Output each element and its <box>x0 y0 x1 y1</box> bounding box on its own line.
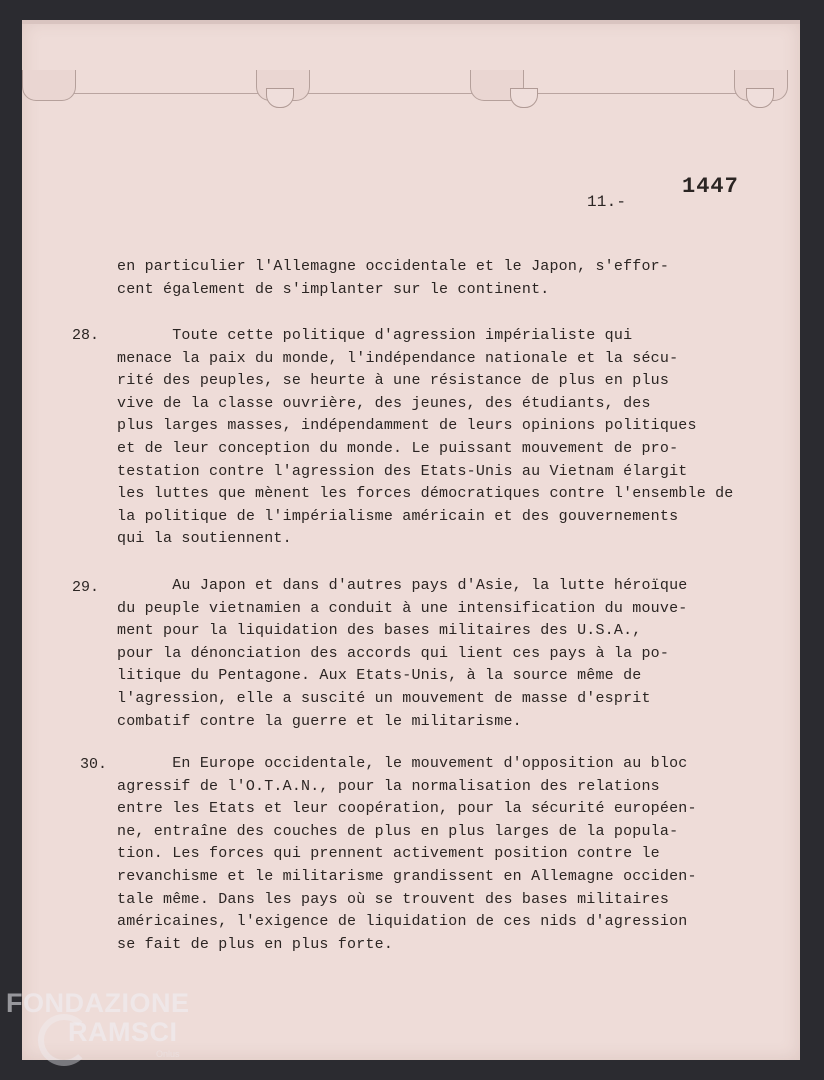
text-line: ment pour la liquidation des bases militaires des U.S.A., <box>117 622 642 640</box>
text-line: du peuple vietnamien a conduit à une intensification du mouve- <box>117 599 688 617</box>
text-line: plus larges masses, indépendamment de leurs opinions politiques <box>117 417 697 435</box>
text-line: rité des peuples, se heurte à une résistance de plus en plus <box>117 372 670 390</box>
text-line: l'agression, elle a suscité un mouvement de masse d'esprit <box>117 689 651 707</box>
page-number: 11.- <box>587 193 627 211</box>
perforation-line <box>70 93 770 94</box>
text-line: testation contre l'agression des Etats-Unis au Vietnam élargit <box>117 462 688 480</box>
text-line: En Europe occidentale, le mouvement d'opposition au bloc <box>117 755 688 772</box>
watermark-line1: FONDAZIONE <box>6 988 190 1018</box>
text-line: et de leur conception du monde. Le puissant mouvement de pro- <box>117 439 679 457</box>
paragraph-28 <box>117 325 757 551</box>
text-line: se fait de plus en plus forte. <box>117 935 394 953</box>
text-line: revanchisme et le militarisme grandissent en Allemagne occiden- <box>117 867 697 885</box>
text-line: qui la soutiennent. <box>117 530 292 548</box>
paragraph-number: 29. <box>72 579 100 596</box>
binder-tab <box>22 70 76 101</box>
text-line: tale même. Dans les pays où se trouvent des bases militaires <box>117 890 670 908</box>
text-line: cent également de s'implanter sur le continent. <box>117 280 550 298</box>
intro-paragraph <box>117 256 757 301</box>
text-line: américaines, l'exigence de liquidation de ces nids d'agression <box>117 913 688 931</box>
text-line: les luttes que mènent les forces démocratiques contre l'ensemble de <box>117 485 734 503</box>
text-line: en particulier l'Allemagne occidentale et le Japon, s'effor- <box>117 258 670 275</box>
fondazione-gramsci-watermark <box>6 988 190 1059</box>
text-line: entre les Etats et leur coopération, pour la sécurité européen- <box>117 800 697 818</box>
paragraph-29 <box>117 575 757 733</box>
text-line: Toute cette politique d'agression impérialiste qui <box>117 327 633 344</box>
text-line: tion. Les forces qui prennent activement position contre le <box>117 845 660 863</box>
paragraph-30 <box>117 753 757 956</box>
text-line: combatif contre la guerre et le militarisme. <box>117 712 522 730</box>
paragraph-number: 28. <box>72 327 100 344</box>
text-line: ne, entraîne des couches de plus en plus larges de la popula- <box>117 822 679 840</box>
text-line: agressif de l'O.T.A.N., pour la normalisation des relations <box>117 777 660 795</box>
watermark-g-icon <box>38 1014 90 1066</box>
text-line: Au Japon et dans d'autres pays d'Asie, la lutte héroïque <box>117 577 688 594</box>
text-line: menace la paix du monde, l'indépendance nationale et la sécu- <box>117 349 679 367</box>
text-line: la politique de l'impérialisme américain et des gouvernements <box>117 507 679 525</box>
page-top-edge <box>22 20 800 24</box>
text-line: vive de la classe ouvrière, des jeunes, des étudiants, des <box>117 394 651 412</box>
text-line: litique du Pentagone. Aux Etats-Unis, à la source même de <box>117 667 642 685</box>
archive-stamp-number: 1447 <box>682 174 739 199</box>
paragraph-number: 30. <box>80 756 108 773</box>
watermark-line2: RAMSCI <box>68 1017 178 1047</box>
watermark-small: Onlus <box>156 1049 180 1059</box>
text-line: pour la dénonciation des accords qui lient ces pays à la po- <box>117 644 670 662</box>
